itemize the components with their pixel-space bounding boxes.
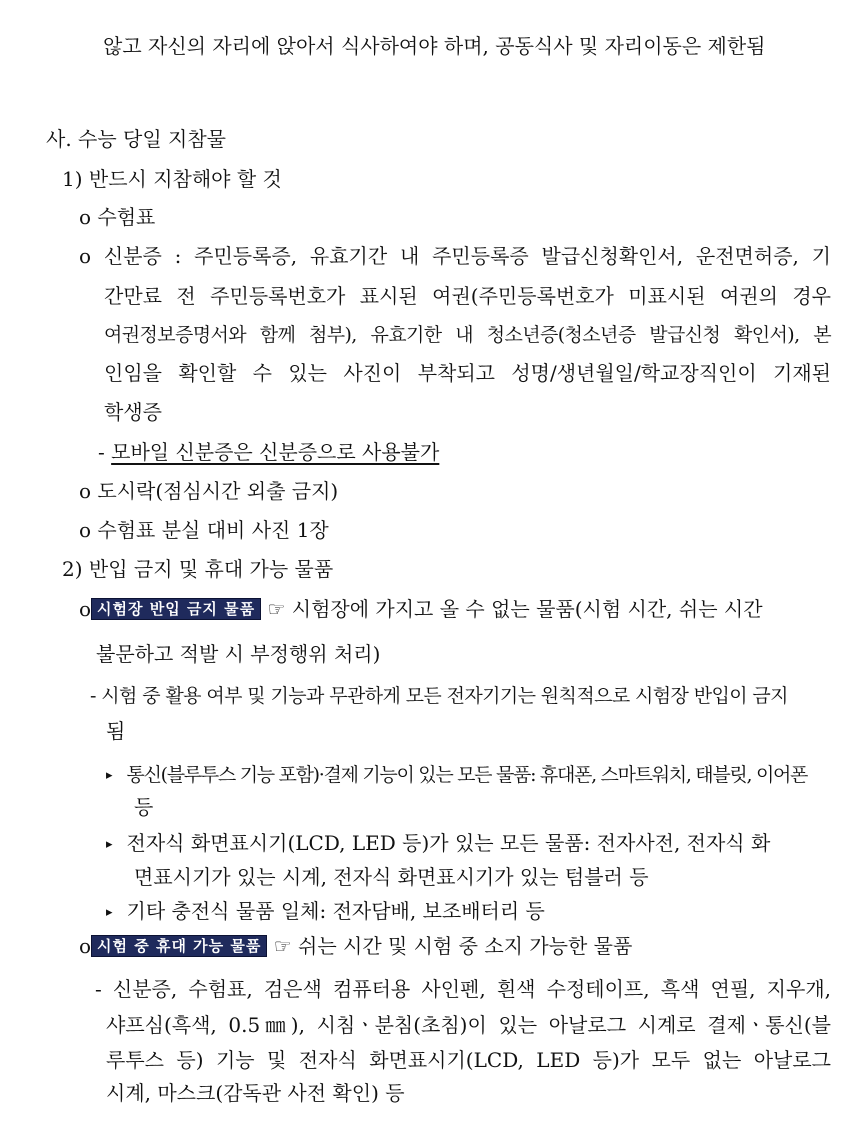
mobile-id-note (98, 437, 439, 467)
triangle-bullet-icon: ▸ (106, 905, 113, 920)
section-title: 사. 수능 당일 지참물 (46, 127, 226, 151)
allowed-items-header (79, 931, 632, 961)
item-lunch-box: o 도시락(점심시간 외출 금지) (79, 479, 339, 503)
banned-rule-line-2: 됨 (106, 719, 126, 743)
allowed-list-line-4: 시계, 마스크(감독관 사전 확인) 등 (106, 1081, 405, 1105)
item-id-card-line-4: 인임을 확인할 수 있는 사진이 부착되고 성명/생년월일/학교장직인이 기재된 (104, 361, 831, 385)
banned-bullet-rechargeable (106, 896, 545, 928)
banned-items-description: ☞ 시험장에 가지고 올 수 없는 물품(시험 시간, 쉬는 시간 (267, 597, 763, 621)
allowed-list-line-2: 샤프심(흑색, 0.5㎜), 시침ㆍ분침(초침)이 있는 아날로그 시계로 결제ㆍ통신(블 (106, 1013, 831, 1037)
banned-items-badge: 시험장 반입 금지 물품 (91, 598, 261, 620)
item-id-card-line-2: 간만료 전 주민등록번호가 표시된 여권(주민등록번호가 미표시된 여권의 경우 (104, 284, 831, 308)
item-id-card-line-5: 학생증 (104, 400, 162, 424)
allowed-list-line-1: - 신분증, 수험표, 검은색 컴퓨터용 사인펜, 흰색 수정테이프, 흑색 연필, 지우개, (95, 977, 831, 1001)
banned-items-header (79, 594, 763, 624)
allowed-list-line-3: 루투스 등) 기능 및 전자식 화면표시기(LCD, LED 등)가 모두 없는 아날로그 (106, 1048, 831, 1072)
banned-rule-line-1: - 시험 중 활용 여부 및 기능과 무관하게 모든 전자기기는 원칙적으로 시험장 반입이 금지 (90, 685, 788, 707)
allowed-items-description: ☞ 쉬는 시간 및 시험 중 소지 가능한 물품 (273, 934, 633, 958)
banned-bullet-comm-line-2: 등 (134, 795, 154, 819)
subsection-title-banned-items: 2) 반입 금지 및 휴대 가능 물품 (62, 557, 334, 581)
mobile-id-note-text: 모바일 신분증은 신분증으로 사용불가 (111, 440, 440, 464)
item-id-card-line-3: 여권정보증명서와 함께 첨부), 유효기한 내 청소년증(청소년증 발급신청 확인서), 본 (104, 324, 831, 346)
banned-bullet: o (79, 597, 92, 621)
mobile-id-dash: - (98, 440, 112, 464)
item-id-card-line-1: o 신분증 : 주민등록증, 유효기간 내 주민등록증 발급신청확인서, 운전면허증, 기 (79, 244, 831, 268)
triangle-bullet-icon: ▸ (106, 837, 113, 852)
item-spare-photo: o 수험표 분실 대비 사진 1장 (79, 518, 329, 542)
continued-text-line: 않고 자신의 자리에 앉아서 식사하여야 하며, 공동식사 및 자리이동은 제한됨 (103, 34, 766, 58)
allowed-items-badge: 시험 중 휴대 가능 물품 (91, 935, 267, 957)
item-exam-ticket: o 수험표 (79, 205, 156, 229)
banned-items-description-cont: 불문하고 적발 시 부정행위 처리) (96, 642, 381, 666)
triangle-bullet-icon: ▸ (106, 768, 113, 783)
banned-bullet-display-line-2: 면표시기가 있는 시계, 전자식 화면표시기가 있는 텀블러 등 (134, 865, 649, 889)
banned-bullet-display-line-1 (106, 828, 770, 860)
banned-bullet-comm-line-1 (106, 759, 807, 791)
banned-comm-text: 통신(블루투스 기능 포함)·결제 기능이 있는 모든 물품: 휴대폰, 스마트워치, 태블릿, 이어폰 (126, 764, 808, 786)
banned-display-text: 전자식 화면표시기(LCD, LED 등)가 있는 모든 물품: 전자사전, 전자식 화 (126, 831, 771, 855)
banned-rechargeable-text: 기타 충전식 물품 일체: 전자담배, 보조배터리 등 (126, 899, 545, 923)
subsection-title-required-items: 1) 반드시 지참해야 할 것 (62, 167, 282, 191)
allowed-bullet: o (79, 934, 92, 958)
